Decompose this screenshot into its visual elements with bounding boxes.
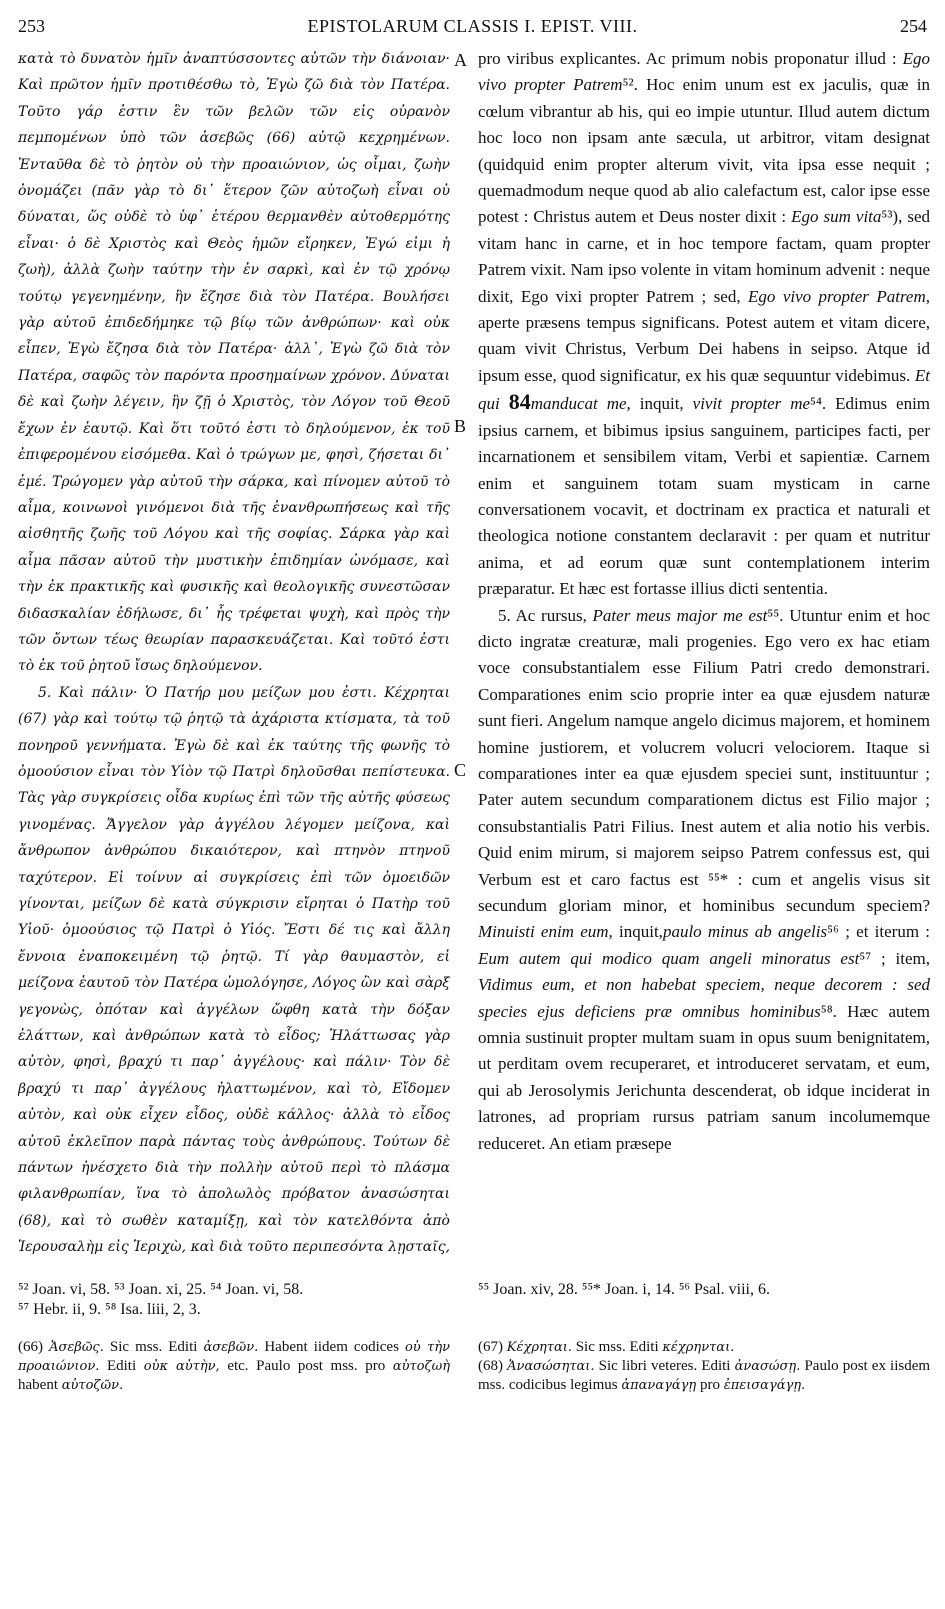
- latin-text: ⁵⁷ ; item,: [859, 948, 930, 968]
- greek-variant: ἀσεβῶν.: [203, 1340, 259, 1355]
- latin-column: [478, 46, 930, 1266]
- critical-notes-left: [18, 1338, 450, 1395]
- page-number-right: 254: [900, 16, 927, 36]
- latin-text: 5. Ac rursus,: [498, 605, 587, 625]
- page-header: [0, 8, 945, 42]
- latin-text: ⁵⁴. Edimus enim ipsius carnem, et bibimus ipsius sanguinem, participes facti, per incarnationem et sensibilem vitam, Verbi et sapientiæ. Carnem enim et sanguinem totam suam mysticam in carne conversationem vocavit, et doctrinam ex practica et naturali et theologica notione constantem declaravit : per quam et nutritur anima, et ad eorum quæ sunt contemplationem interim præparatur. Et hæc est fortasse illius dicti sententia.: [478, 394, 930, 599]
- note-number: (67): [478, 1339, 503, 1355]
- greek-column: [18, 46, 450, 1266]
- greek-lemma: Ἀνασώσηται.: [507, 1359, 595, 1374]
- footnote-line: ⁵⁵ Joan. xiv, 28. ⁵⁵* Joan. i, 14. ⁵⁶ Psal. viii, 6.: [478, 1281, 770, 1298]
- scripture-footnotes-right: [478, 1280, 930, 1300]
- latin-paragraph-1: [478, 46, 930, 603]
- greek-variant: οὐ τὴν προαιώνιον.: [18, 1340, 451, 1374]
- greek-variant: κέχρηνται.: [662, 1340, 735, 1355]
- latin-quote: Pater meus major me est: [592, 605, 768, 625]
- greek-variant: ἀνασώσῃ.: [734, 1359, 801, 1374]
- latin-text: aperte præsens tempus significans. Potest autem et vitam dicere, quam vivit Christus, Verbum Dei habens in seipso. Atque id ipsum esse, quod significatur, ex his quæ sequuntur videbimus.: [478, 313, 930, 385]
- greek-lemma: Ἀσεβῶς.: [49, 1340, 104, 1355]
- note-text: Editi: [106, 1358, 137, 1374]
- latin-quote: paulo minus ab angelis: [662, 922, 828, 942]
- latin-text: ⁵⁸. Hæc autem omnia sustinuit propter multam suam in opus suum benignitatem, ut perditam ovem recuperaret, et introduceret servatam, et eum, qui ab Jerosolymis Jerichunta descenderat, ob idque inciderat in latrones, ad propriam rursus patriam sanum incolumemque reduceret. An etiam præsepe: [478, 1001, 930, 1153]
- latin-quote: Ego vivo propter Patrem: [478, 49, 930, 95]
- greek-paragraph-1: κατὰ τὸ δυνατὸν ἡμῖν ἀναπτύσσοντες αὐτῶν τὴν διάνοιαν· Καὶ πρῶτον ἡμῖν προτιθέσθω τὸ, Ἐγὼ ζῶ διὰ τὸν Πατέρα. Τοῦτο γάρ ἐστιν ἓν τῶν βελῶν τῶν εἰς οὐρανὸν πεμπομένων ὑπὸ τῶν ἀσεβῶς (66) αὐτῷ κεχρημένων. Ἐνταῦθα δὲ τὸ ῥητὸν οὐ τὴν προαιώνιον, ὡς οἶμαι, ζωὴν ὀνομάζει (πᾶν γὰρ τὸ δι᾿ ἕτερον ζῶν αὐτοζωὴ εἶναι οὐ δύναται, ὥς οὐδὲ τὸ ὑφ᾿ ἑτέρου θερμανθὲν αὐτοθερμότης εἶναι· ὁ δὲ Χριστὸς καὶ Θεὸς ἡμῶν εἴρηκεν, Ἐγώ εἰμι ἡ ζωὴ), ἀλλὰ ζωὴν ταύτην τὴν ἐν σαρκὶ, καὶ ἐν τῷ χρόνῳ τούτῳ γεγενημένην, ἣν ἔζησε διὰ τὸν Πατέρα. Βουλήσει γὰρ αὐτοῦ ἐπιδεδήμηκε τῷ βίῳ τῶν ἀνθρώπων· καὶ οὐκ εἶπεν, Ἐγὼ ἔζησα διὰ τὸν Πατέρα· ἀλλ᾿, Ἐγὼ ζῶ διὰ τὸν Πατέρα, σαφῶς τὸν παρόντα προσημαίνων χρόνον. Δύναται δὲ καὶ ζωὴν λέγειν, ἣν ζῇ ὁ Χριστὸς, τὸν Λόγον τοῦ Θεοῦ ἔχων ἐν ἑαυτῷ. Καὶ ὅτι τοῦτό ἐστι τὸ δηλούμενον, ἐκ τοῦ ἐπιφερομένου εἰσόμεθα. Καὶ ὁ τρώγων με, φησὶ, ζήσεται δι᾿ ἐμέ. Τρώγομεν γὰρ αὐτοῦ τὴν σάρκα, καὶ πίνομεν αὐτοῦ τὸ αἷμα, κοινωνοὶ γινόμενοι διὰ τῆς ἐνανθρωπήσεως καὶ τῆς αἰσθητῆς ζωῆς τοῦ Λόγου καὶ τῆς σοφίας. Σάρκα γὰρ καὶ αἷμα πᾶσαν αὐτοῦ τὴν μυστικὴν ἐπιδημίαν ὠνόμασε, καὶ τὴν ἐκ πρακτικῆς καὶ φυσικῆς καὶ θεολογικῆς συνεστῶσαν διδασκαλίαν ἐδήλωσε, δι᾿ ἧς τρέφεται ψυχὴ, καὶ πρὸς τὴν τῶν ὄντων τέως θεωρίαν παρασκευάζεται. Καὶ τοῦτό ἐστι τὸ ἐκ τοῦ ῥητοῦ ἴσως δηλούμενον.: [18, 51, 450, 675]
- running-title: EPISTOLARUM CLASSIS I. EPIST. VIII.: [307, 16, 638, 36]
- footnote-line: ⁵⁷ Hebr. ii, 9. ⁵⁸ Isa. liii, 2, 3.: [18, 1301, 201, 1318]
- note-text: Sic libri veteres. Editi: [598, 1358, 731, 1374]
- latin-quote: Ego sum vita: [791, 207, 882, 227]
- note-text: Paulo post ex iisdem mss. codicibus legimus: [478, 1358, 931, 1393]
- critical-note-66: [18, 1338, 450, 1395]
- latin-text: pro viribus explicantes. Ac primum nobis proponatur illud :: [478, 49, 897, 68]
- critical-notes-right: [478, 1338, 930, 1395]
- latin-quote: Minuisti enim eum,: [478, 922, 613, 942]
- greek-paragraph-2: 5. Καὶ πάλιν· Ὁ Πατήρ μου μείζων μου ἐστι. Κέχρηται (67) γὰρ καὶ τούτῳ τῷ ῥητῷ τὰ ἀχάριστα κτίσματα, τὰ τοῦ πονηροῦ γεννήματα. Ἐγὼ δὲ καὶ ἐκ ταύτης τῆς φωνῆς τὸ ὁμοούσιον εἶναι τὸν Υἱὸν τῷ Πατρὶ δηλοῦσθαι πεπίστευκα. Τὰς γὰρ συγκρίσεις οἶδα κυρίως ἐπὶ τῶν τῆς αὐτῆς φύσεως γινομένας. Ἄγγελον γὰρ ἀγγέλου λέγομεν μείζονα, καὶ ἄνθρωπον ἀνθρώπου δικαιότερον, καὶ πτηνὸν πτηνοῦ ταχύτερον. Εἰ τοίνυν αἱ συγκρίσεις ἐπὶ τῶν ὁμοειδῶν γίνονται, μείζων δὲ κατὰ σύγκρισιν εἴρηται ὁ Πατὴρ τοῦ Υἱοῦ· ὁμοούσιος τῷ Πατρὶ ὁ Υἱός. Ἔστι δέ τις καὶ ἄλλη ἔννοια ἐναποκειμένη τῷ ῥητῷ. Τί γὰρ θαυμαστὸν, εἰ μείζονα ἑαυτοῦ τὸν Πατέρα ὡμολόγησε, Λόγος ὢν καὶ σὰρξ γεγονὼς, ὁπόταν καὶ ἀγγέλων ὤφθη κατὰ τὴν δόξαν ἐλάττων, καὶ ἀνθρώπων κατὰ τὸ εἶδος; Ἠλάττωσας γὰρ αὐτὸν, φησὶ, βραχύ τι παρ᾿ ἀγγέλους· καὶ πάλιν· Τὸν δὲ βραχύ τι παρ᾿ ἀγγέλους ἠλαττωμένον, καὶ τὸ, Εἴδομεν αὐτὸν, καὶ οὐκ εἶχεν εἶδος, οὐδὲ κάλλος· ἀλλὰ τὸ εἶδος αὐτοῦ ἐκλεῖπον παρὰ πάντας τοὺς ἀνθρώπους. Τούτων δὲ πάντων ἠνέσχετο διὰ τὴν πολλὴν αὐτοῦ περὶ τὸ πλάσμα φιλανθρωπίαν, ἵνα τὸ ἀπολωλὸς πρόβατον ἀνασώσηται (68), καὶ τὸ σωθὲν καταμίξῃ, καὶ τὸν κατελθόντα ἀπὸ Ἱερουσαλὴμ εἰς Ἱεριχὼ, καὶ διὰ τοῦτο περιπεσόντα λῃσταῖς,: [18, 684, 450, 1256]
- note-text: etc. Paulo post mss. pro: [227, 1358, 386, 1374]
- note-text: Habent iidem codices: [264, 1339, 399, 1355]
- latin-text: ⁵². Hoc enim unum est ex jaculis, quæ in cœlum vibrantur ab his, qui eo impie utuntur. Illud autem dictum hoc loco non ipsam ante sæcula, ut arbitror, vitam designat (quidquid enim propter alterum vivit, vita ipsa esse nequit ; quemadmodum neque quod ab alio calefactum est, calor ipse esse potest : Christus autem et Deus noster dixit :: [478, 75, 930, 227]
- note-text: Sic mss. Editi: [109, 1339, 198, 1355]
- note-number: (68): [478, 1358, 503, 1374]
- latin-paragraph-2: [478, 603, 930, 1158]
- scripture-footnotes-left: [18, 1280, 450, 1320]
- footnote-line: ⁵² Joan. vi, 58. ⁵³ Joan. xi, 25. ⁵⁴ Joan. vi, 58.: [18, 1281, 304, 1298]
- greek-variant: αὐτοζωὴ: [392, 1359, 450, 1374]
- greek-variant: ἀπαναγάγῃ: [621, 1378, 697, 1393]
- latin-quote: Vidimus eum, et non habebat speciem, neque decorem : sed species ejus deficiens præ omnibus hominibus: [478, 975, 930, 1021]
- greek-variant: οὐκ αὐτὴν,: [143, 1359, 220, 1374]
- page-number-left: 253: [18, 16, 45, 36]
- latin-quote: Et qui: [478, 365, 930, 414]
- margin-letter-c: C: [454, 760, 467, 780]
- critical-note-68: [478, 1357, 930, 1395]
- latin-quote: vivit propter me: [692, 394, 811, 414]
- note-text: pro: [699, 1377, 720, 1393]
- critical-note-67: [478, 1338, 930, 1357]
- latin-text: ⁵³), sed vitam hanc in carne, et in hoc tempore factam, quam propter Patrem vixit. Nam ipso volente in vitam hominum advenit : neque dixit, Ego vixi propter Patrem ; sed,: [478, 207, 930, 306]
- note-text: habent: [18, 1377, 58, 1393]
- note-text: Sic mss. Editi: [575, 1339, 659, 1355]
- margin-letter-b: B: [454, 416, 467, 436]
- greek-lemma: Κέχρηται.: [506, 1340, 572, 1355]
- latin-text: ⁵⁶ ; et iterum :: [827, 922, 930, 942]
- latin-text: inquit,: [639, 394, 684, 414]
- latin-quote: Ego vivo propter Patrem,: [748, 286, 930, 306]
- latin-text: inquit,: [619, 922, 663, 942]
- latin-quote: manducat me,: [530, 394, 631, 414]
- latin-text: ⁵⁵. Utuntur enim et hoc dicto ingratæ creaturæ, mali progenies. Ego vero ex hac etiam voce consubstantialem esse Filium Patri credo demonstrari. Comparationes enim scio proprie inter ea quæ ejusdem naturæ sunt fieri. Angelum namque angelo dicimus majorem, et hominem homine justiorem, et volucrem volucri velociorem. Itaque si comparationes inter ea quæ ejusdem speciei sunt, instituuntur ; Pater autem secundum comparationem dictus est Filio major ; consubstantialis Patri Filius. Inest autem et alia notio his verbis. Quid enim mirum, si majorem seipso Patrem confessus est, qui Verbum est et caro factus est ⁵⁵* : cum et angelis visus sit secundum gloriam minor, et hominibus secundum speciem?: [478, 605, 930, 915]
- note-number: (66): [18, 1339, 43, 1355]
- margin-letter-a: A: [454, 50, 467, 70]
- latin-quote: Eum autem qui modico quam angeli minoratus est: [478, 948, 860, 968]
- greek-variant: αὐτοζῶν.: [61, 1378, 124, 1393]
- greek-variant: ἐπεισαγάγῃ.: [723, 1378, 806, 1393]
- source-page-marker: 84: [508, 389, 531, 415]
